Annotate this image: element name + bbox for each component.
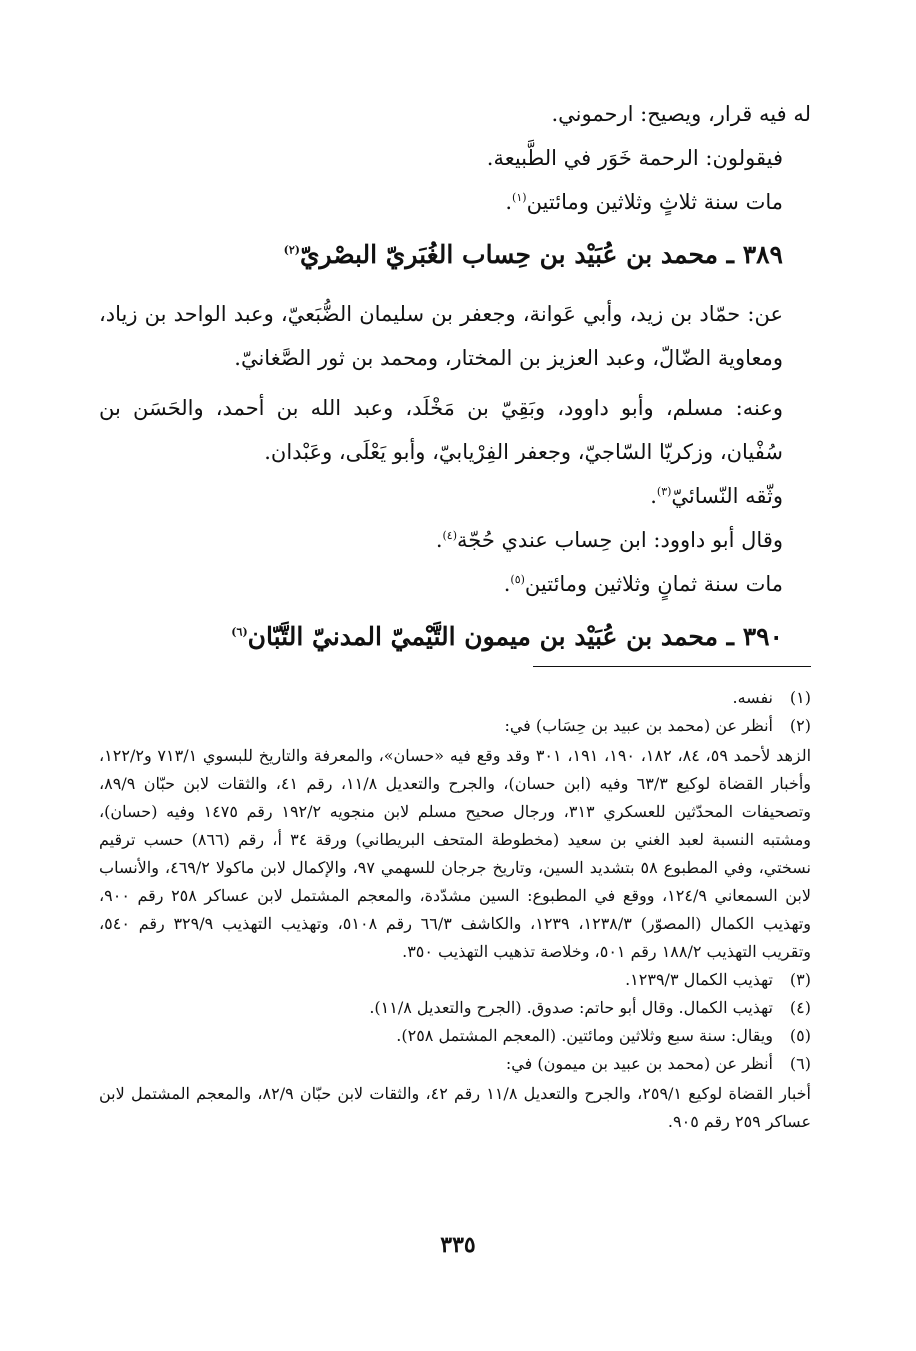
footnote-6-body bbox=[99, 1078, 811, 1136]
footnote-5 bbox=[99, 1022, 811, 1050]
footnote-number: (٦) bbox=[789, 1054, 811, 1073]
footnote-number: (٤) bbox=[789, 998, 811, 1017]
footnote-text: ويقال: سنة سبع وثلاثين ومائتين. (المعجم المشتمل ٢٥٨). bbox=[396, 1026, 773, 1045]
entry-heading-390 bbox=[99, 606, 811, 668]
footnote-2-body bbox=[99, 740, 811, 966]
footnote-text: أنظر عن (محمد بن عبيد بن ميمون) في: bbox=[505, 1054, 773, 1073]
entry-heading-389 bbox=[99, 224, 811, 286]
footnote-separator bbox=[533, 666, 811, 667]
footnote-ref-5[interactable]: (٥) bbox=[510, 573, 525, 586]
death-line: مات سنة ثمانٍ وثلاثين ومائتين$^{(٥)}$. bbox=[503, 572, 783, 596]
continuation-line-2: فيقولون: الرحمة خَوَر في الطَّبيعة. bbox=[486, 146, 783, 170]
teachers-paragraph: عن: حمّاد بن زيد، وأبي عَوانة، وجعفر بن سليمان الضُّبَعيّ، وعبد الواحد بن زياد، ومعاوية الضّالّ، وعبد العزيز بن المختار، ومحمد بن ثور الصَّغانيّ. bbox=[99, 302, 783, 370]
footnote-6 bbox=[99, 1050, 811, 1078]
abu-dawud-line: وقال أبو داوود: ابن حِساب عندي حُجّة$^{(٤)}$. bbox=[435, 528, 783, 552]
footnote-number: (١) bbox=[789, 688, 811, 707]
footnote-ref-4[interactable]: (٤) bbox=[442, 529, 458, 542]
entry-heading-390-text: ٣٩٠ ـ محمد بن عُبَيْد بن ميمون التَّيْميّ المدنيّ التَّبّان bbox=[247, 622, 783, 651]
page-number: ٣٣٥ bbox=[440, 1232, 476, 1258]
footnote-ref-2[interactable]: (٢) bbox=[283, 243, 300, 257]
death-text: مات سنة ثلاثٍ وثلاثين ومائتين bbox=[526, 190, 783, 214]
footnote-text: أنظر عن (محمد بن عبيد بن حِسَاب) في: bbox=[504, 716, 773, 735]
continuation-line-3: مات سنة ثلاثٍ وثلاثين ومائتين$^{(١)}$. bbox=[505, 190, 783, 214]
footnote-3 bbox=[99, 966, 811, 994]
footnote-2 bbox=[99, 712, 811, 740]
entry-heading-389-text: ٣٨٩ ـ محمد بن عُبَيْد بن حِساب الغُبَريّ البصْريّ bbox=[299, 240, 783, 269]
footnote-text: نفسه. bbox=[732, 688, 773, 707]
thiqa-line: وثّقه النّسائيّ$^{(٣)}$. bbox=[650, 484, 783, 508]
footnote-4 bbox=[99, 994, 811, 1022]
footnote-ref-6[interactable]: (٦) bbox=[231, 625, 248, 639]
footnote-number: (٢) bbox=[789, 716, 811, 735]
main-text bbox=[99, 92, 811, 668]
footnote-text: تهذيب الكمال. وقال أبو حاتم: صدوق. (الجرح والتعديل ١١/٨). bbox=[369, 998, 773, 1017]
footnotes bbox=[99, 684, 811, 1136]
continuation-line-1: له فيه قرار، ويصيح: ارحموني. bbox=[551, 102, 811, 126]
footnote-ref-3[interactable]: (٣) bbox=[656, 485, 672, 498]
footnote-text: تهذيب الكمال ١٢٣٩/٣. bbox=[625, 970, 773, 989]
footnote-1 bbox=[99, 684, 811, 712]
footnote-number: (٣) bbox=[789, 970, 811, 989]
footnote-body: الزهد لأحمد ٥٩، ٨٤، ١٨٢، ١٩٠، ١٩١، ٣٠١ وقد وقع فيه «حسان»، والمعرفة والتاريخ للبسوي ٧١٣/١ و١٢٢/٢، وأخبار القضاة لوكيع ٦٣/٣ وفيه (ابن حسان)، والجرح والتعديل ١١/٨، رقم ٤١، والثقات لابن حبّان ٨٩/٩، وتصحيفات المحدّثين للعسكري ٣١٣، ورجال صحيح مسلم لابن منجويه ١٩٢/٢ رقم ١٤٧٥ وفيه (حسان)، ومشتبه النسبة لعبد الغني بن سعيد (مخطوطة المتحف البريطاني) ورقة ٣٤ أ، رقم (٨٦٦) حسب ترقيم نسختي، وفي المطبوع ٥٨ بتشديد السين، وتاريخ جرجان للسهمي ٩٧، والإكمال لابن ماكولا ٤٦٩/٢، والأنساب لابن السمعاني ١٢٤/٩، ووقع في المطبوع: السين مشدّدة، والمعجم المشتمل لابن عساكر ٢٥٨ رقم ٩٠٠، وتهذيب الكمال (المصوّر) ١٢٣٨/٣، ١٢٣٩، والكاشف ٦٦/٣ رقم ٥١٠٨، وتهذيب التهذيب ٣٢٩/٩ رقم ٥٤٠، وتقريب التهذيب ١٨٨/٢ رقم ٥٠١، وخلاصة تذهيب التهذيب ٣٥٠. bbox=[99, 746, 812, 961]
students-paragraph: وعنه: مسلم، وأبو داوود، وبَقِيّ بن مَخْلَد، وعبد الله بن أحمد، والحَسَن بن سُفْيان، وزكريّا السّاجيّ، وجعفر الفِرْيابيّ، وأبو يَعْلَى، وعَبْدان. bbox=[99, 396, 783, 464]
footnote-number: (٥) bbox=[789, 1026, 811, 1045]
footnote-body: أخبار القضاة لوكيع ٢٥٩/١، والجرح والتعديل ١١/٨ رقم ٤٢، والثقات لابن حبّان ٨٢/٩، والمعجم المشتمل لابن عساكر ٢٥٩ رقم ٩٠٥. bbox=[99, 1084, 812, 1131]
footnote-ref-1[interactable]: (١) bbox=[512, 191, 527, 204]
